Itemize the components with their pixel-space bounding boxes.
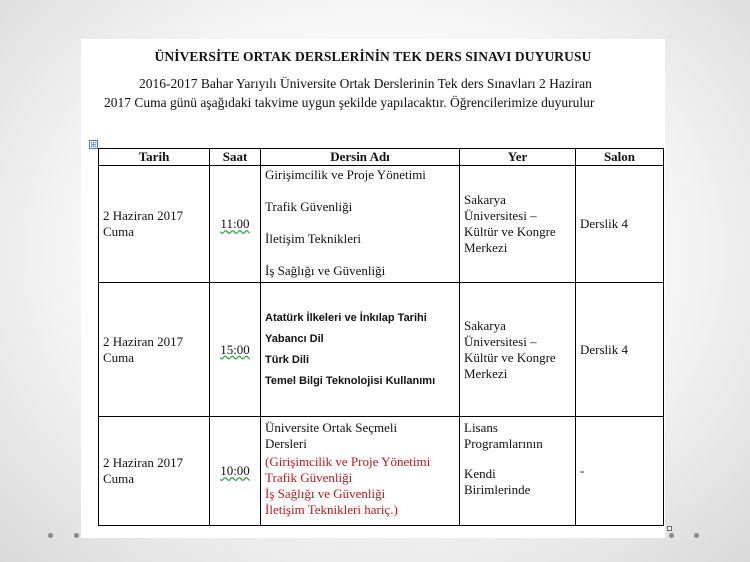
place-text: Kendi [464,466,496,481]
course-cell [261,417,460,526]
course-name: Trafik Güvenliği [265,199,353,214]
time-cell [210,417,261,526]
time-text: 15:00 [220,341,250,357]
place-cell [460,417,576,526]
place-text: Sakarya [464,192,506,207]
day-text: Cuma [103,224,135,239]
course-cell [261,166,460,283]
table-row [99,283,664,417]
time-cell [210,283,261,417]
course-name: Dersleri [265,436,307,451]
table-row [99,166,664,283]
slide-dot-decoration [48,533,53,538]
date-text: 2 Haziran 2017 [103,208,184,223]
place-text: Kültür ve Kongre [464,349,556,365]
exam-schedule-table [98,148,664,526]
time-text: 10:00 [220,463,250,478]
table-header-row [99,149,664,166]
date-text: 2 Haziran 2017 [103,455,184,470]
room-cell: - [576,417,664,526]
excluded-course: İletişim Teknikleri hariç.) [265,502,398,517]
time-cell [210,166,261,283]
course-name: Yabancı Dil [265,333,324,345]
room-cell: Derslik 4 [576,166,664,283]
day-text: Cuma [103,349,135,365]
course-name: Üniversite Ortak Seçmeli [265,420,398,435]
date-cell [99,283,210,417]
slide-dot-decoration [74,533,79,538]
place-text: Merkezi [464,365,508,381]
place-cell [460,283,576,417]
course-name: Atatürk İlkeleri ve İnkılap Tarihi [265,312,427,324]
place-text: Birimlerinde [464,482,531,497]
place-text: Lisans [464,420,498,435]
place-cell [460,166,576,283]
place-text: Programlarının [464,436,543,451]
place-text: Sakarya [464,317,506,333]
place-text: Üniversitesi – [464,208,537,223]
course-cell [261,283,460,417]
table-move-handle-icon[interactable]: ⊞ [90,140,97,149]
slide-dot-decoration [669,533,674,538]
room-cell: Derslik 4 [576,283,664,417]
header-time: Saat [210,149,261,166]
slide-dot-decoration [694,533,699,538]
place-text [464,452,571,466]
place-text: Merkezi [464,240,508,255]
date-cell [99,166,210,283]
place-text: Kültür ve Kongre [464,224,556,239]
excluded-course: Trafik Güvenliği [265,470,353,485]
course-name: İş Sağlığı ve Güvenliği [265,263,386,278]
document-page [81,39,665,538]
table-resize-handle[interactable] [667,526,672,531]
course-name: Temel Bilgi Teknolojisi Kullanımı [265,375,436,387]
header-course: Dersin Adı [261,149,460,166]
table-row [99,417,664,526]
announcement-title: ÜNİVERSİTE ORTAK DERSLERİNİN TEK DERS SINAVI DUYURUSU [154,49,592,64]
date-text: 2 Haziran 2017 [103,333,184,349]
header-room: Salon [576,149,664,166]
course-name: Girişimcilik ve Proje Yönetimi [265,167,426,182]
day-text: Cuma [103,471,135,486]
place-text: Üniversitesi – [464,333,537,349]
excluded-course: İş Sağlığı ve Güvenliği [265,486,386,501]
date-cell [99,417,210,526]
course-name: İletişim Teknikleri [265,231,361,246]
intro-line-1: 2016-2017 Bahar Yarıyılı Üniversite Ortak Derslerinin Tek ders Sınavları 2 Haziran [139,76,592,91]
header-place: Yer [460,149,576,166]
header-date: Tarih [99,149,210,166]
excluded-course: (Girişimcilik ve Proje Yönetimi [265,454,431,469]
course-name: Türk Dili [265,354,310,366]
time-text: 11:00 [220,216,250,231]
intro-line-2: 2017 Cuma günü aşağıdaki takvime uygun şekilde yapılacaktır. Öğrencilerimize duyurulur [104,95,595,110]
